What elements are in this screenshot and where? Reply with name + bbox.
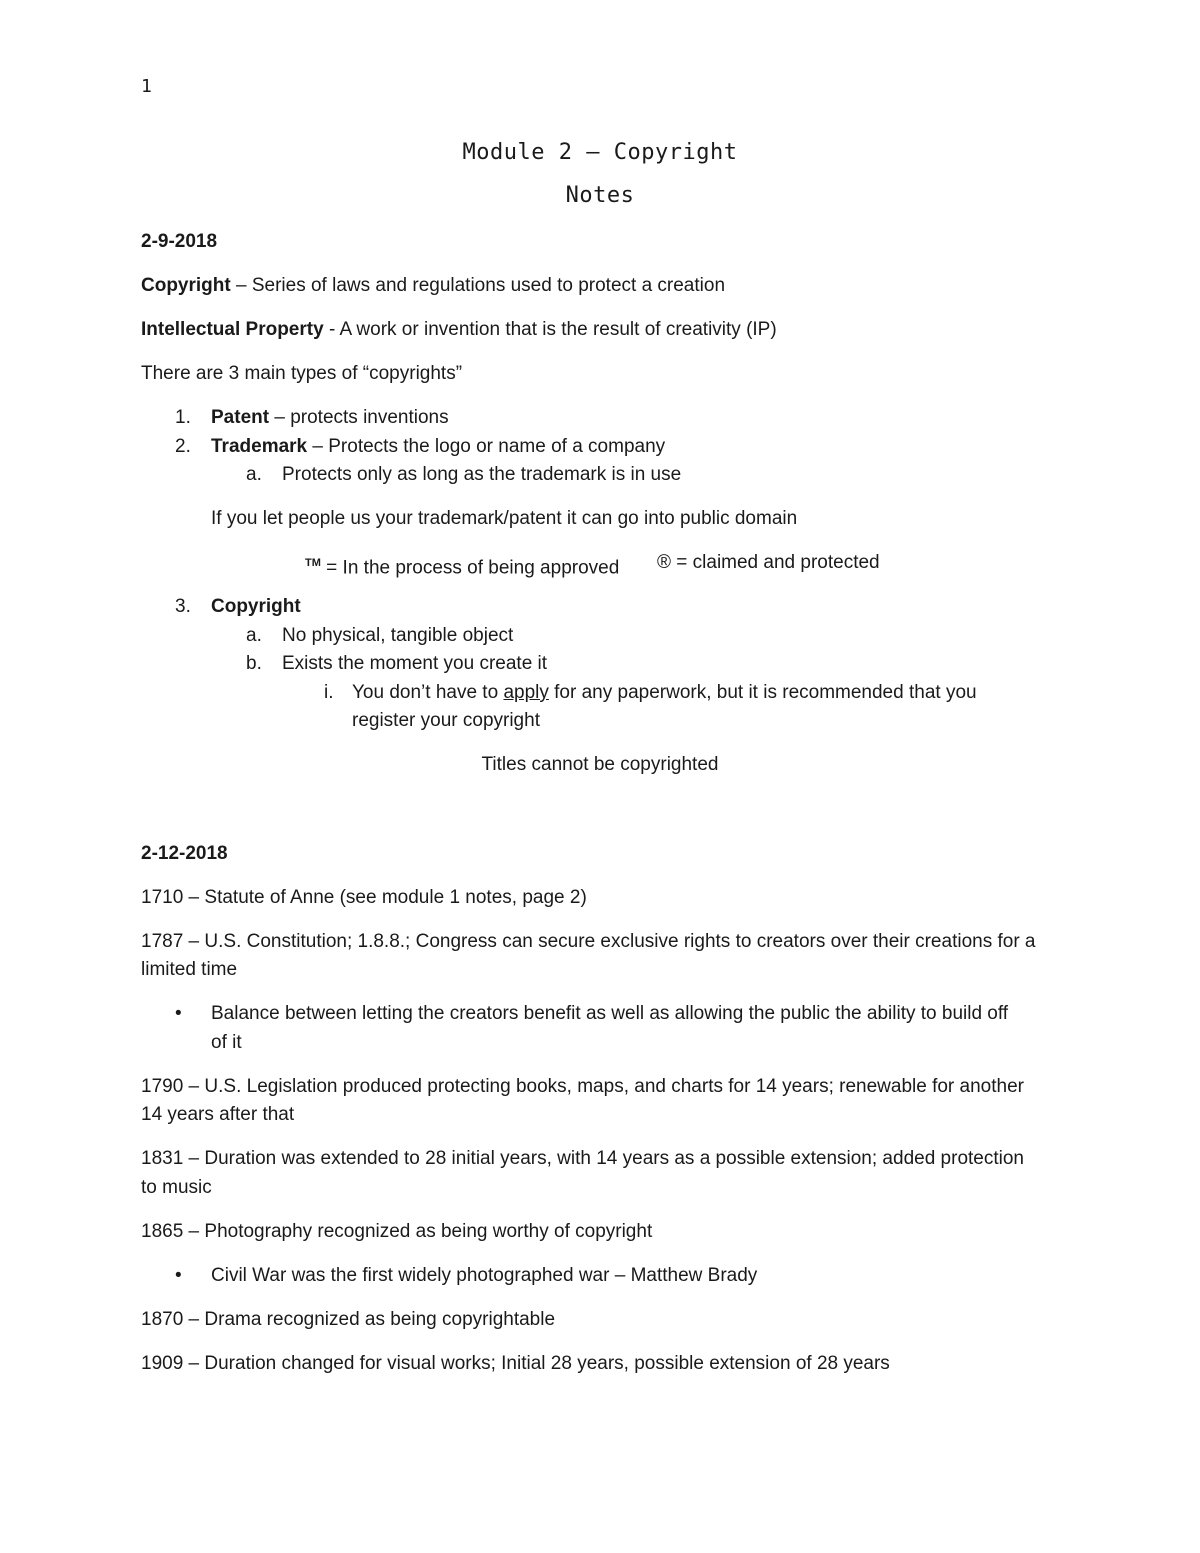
list-number-2: 2. xyxy=(175,436,191,457)
underlined-word: apply xyxy=(503,682,549,703)
definition-ip-text: - A work or invention that is the result of creativity (IP) xyxy=(323,319,777,340)
list-item-2a: Protects only as long as the trademark is in use xyxy=(282,464,682,485)
list-roman-3bi: i. xyxy=(324,682,334,703)
bullet-balance-line2: of it xyxy=(211,1032,242,1053)
section-date-1: 2-9-2018 xyxy=(141,231,218,252)
bullet-icon: • xyxy=(175,1265,182,1286)
list-item-3bi-line2: register your copyright xyxy=(352,710,540,731)
registered-symbol-note: ® = claimed and protected xyxy=(657,552,880,573)
page-title: Module 2 – Copyright xyxy=(462,140,738,165)
entry-1787-line2: limited time xyxy=(141,959,238,980)
list-item-patent-text: – protects inventions xyxy=(269,407,449,428)
definition-copyright-text: – Series of laws and regulations used to protect a creation xyxy=(230,275,726,296)
term-patent: Patent xyxy=(211,407,270,428)
entry-1710: 1710 – Statute of Anne (see module 1 notes, page 2) xyxy=(141,887,587,908)
public-domain-note: If you let people us your trademark/patent it can go into public domain xyxy=(211,508,798,529)
trademark-symbol-note xyxy=(305,550,619,581)
list-letter-2a: a. xyxy=(246,464,262,485)
list-item-3a: No physical, tangible object xyxy=(282,625,514,646)
list-item-patent xyxy=(211,405,449,431)
list-item-3bi-post: for any paperwork, but it is recommended that you xyxy=(548,682,977,703)
entry-1865: 1865 – Photography recognized as being worthy of copyright xyxy=(141,1221,653,1242)
list-letter-3a: a. xyxy=(246,625,262,646)
term-copyright: Copyright xyxy=(141,275,231,296)
entry-1909: 1909 – Duration changed for visual works; Initial 28 years, possible extension of 28 years xyxy=(141,1353,890,1374)
bullet-icon: • xyxy=(175,1003,182,1024)
page-number: 1 xyxy=(141,76,152,97)
definition-ip xyxy=(141,317,777,343)
definition-copyright xyxy=(141,273,725,299)
list-item-trademark xyxy=(211,434,665,460)
types-intro: There are 3 main types of “copyrights” xyxy=(141,363,463,384)
term-copyright-item: Copyright xyxy=(211,596,301,617)
tm-text: = In the process of being approved xyxy=(320,557,620,579)
bullet-civil-war: Civil War was the first widely photographed war – Matthew Brady xyxy=(211,1265,758,1286)
term-ip: Intellectual Property xyxy=(141,319,324,340)
term-trademark: Trademark xyxy=(211,436,308,457)
entry-1831-line2: to music xyxy=(141,1177,212,1198)
list-item-3bi-pre: You don’t have to xyxy=(352,682,504,703)
bullet-balance-line1: Balance between letting the creators benefit as well as allowing the public the ability to build off xyxy=(211,1003,1009,1024)
entry-1790-line2: 14 years after that xyxy=(141,1104,295,1125)
list-letter-3b: b. xyxy=(246,653,262,674)
list-item-3b: Exists the moment you create it xyxy=(282,653,548,674)
entry-1787-line1: 1787 – U.S. Constitution; 1.8.8.; Congress can secure exclusive rights to creators over their creations for a xyxy=(141,931,1036,952)
list-item-trademark-text: – Protects the logo or name of a company xyxy=(307,436,666,457)
entry-1831-line1: 1831 – Duration was extended to 28 initial years, with 14 years as a possible extension; added protection xyxy=(141,1148,1024,1169)
list-item-3bi xyxy=(352,680,977,706)
page-subtitle: Notes xyxy=(565,183,635,208)
entry-1790-line1: 1790 – U.S. Legislation produced protecting books, maps, and charts for 14 years; renewable for another xyxy=(141,1076,1024,1097)
section-date-2: 2-12-2018 xyxy=(141,843,228,864)
list-number-3: 3. xyxy=(175,596,191,617)
list-number-1: 1. xyxy=(175,407,191,428)
tm-symbol: TM xyxy=(305,557,321,569)
entry-1870: 1870 – Drama recognized as being copyrightable xyxy=(141,1309,556,1330)
titles-note: Titles cannot be copyrighted xyxy=(481,754,719,775)
